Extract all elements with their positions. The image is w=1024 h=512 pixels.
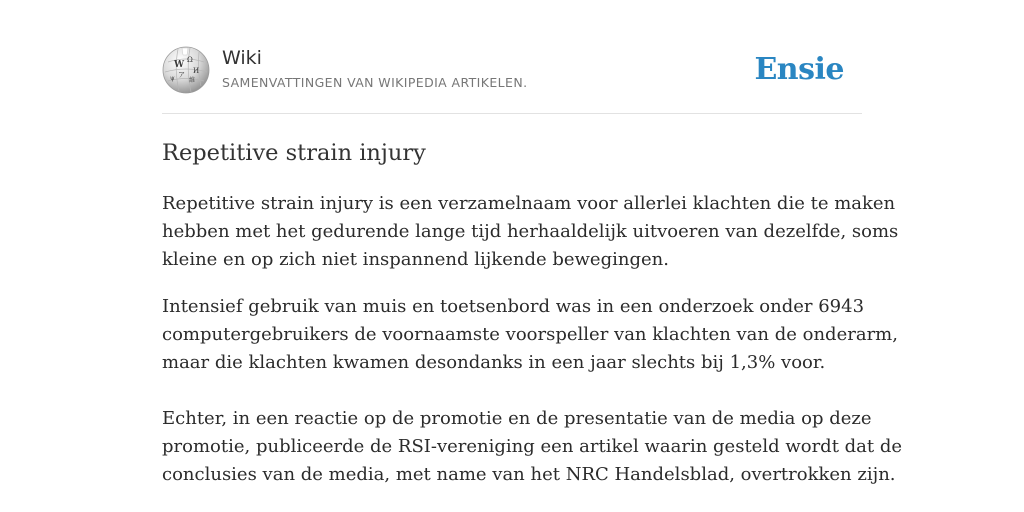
header-divider	[162, 113, 862, 114]
site-subtitle: SAMENVATTINGEN VAN WIKIPEDIA ARTIKELEN.	[222, 75, 528, 90]
svg-text:W: W	[174, 60, 185, 70]
paragraph-line: Repetitive strain injury is een verzamelnaam voor allerlei klachten die te maken	[162, 193, 896, 214]
svg-text:維: 維	[189, 77, 196, 84]
paragraph-line: hebben met het gedurende lange tijd herhaaldelijk uitvoeren van dezelfde, soms	[162, 221, 899, 242]
paragraph-line: maar die klachten kwamen desondanks in een jaar slechts bij 1,3% voor.	[162, 352, 826, 373]
site-header	[162, 46, 862, 96]
article-paragraph	[162, 293, 898, 377]
article-paragraph	[162, 405, 903, 489]
svg-text:И: И	[193, 67, 200, 75]
svg-text:ψ: ψ	[170, 75, 175, 82]
wikipedia-globe-icon[interactable]	[162, 46, 210, 94]
paragraph-line: kleine en op zich niet inspannend lijkende bewegingen.	[162, 249, 669, 270]
article-paragraph	[162, 190, 899, 274]
svg-text:ア: ア	[178, 71, 185, 79]
paragraph-line: computergebruikers de voornaamste voorspeller van klachten van de onderarm,	[162, 324, 898, 345]
paragraph-line: Intensief gebruik van muis en toetsenbord was in een onderzoek onder 6943	[162, 296, 865, 317]
page	[162, 0, 903, 512]
paragraph-line: conclusies van de media, met name van het NRC Handelsblad, overtrokken zijn.	[162, 464, 896, 485]
paragraph-line: Echter, in een reactie op de promotie en de presentatie van de media op deze	[162, 408, 872, 429]
svg-text:Ω: Ω	[187, 56, 193, 64]
article-body	[162, 190, 903, 508]
paragraph-line: promotie, publiceerde de RSI-vereniging een artikel waarin gesteld wordt dat de	[162, 436, 903, 457]
ensie-brand-logo[interactable]: Ensie	[754, 52, 844, 87]
site-title[interactable]: Wiki	[222, 47, 262, 69]
article-title: Repetitive strain injury	[162, 140, 426, 166]
